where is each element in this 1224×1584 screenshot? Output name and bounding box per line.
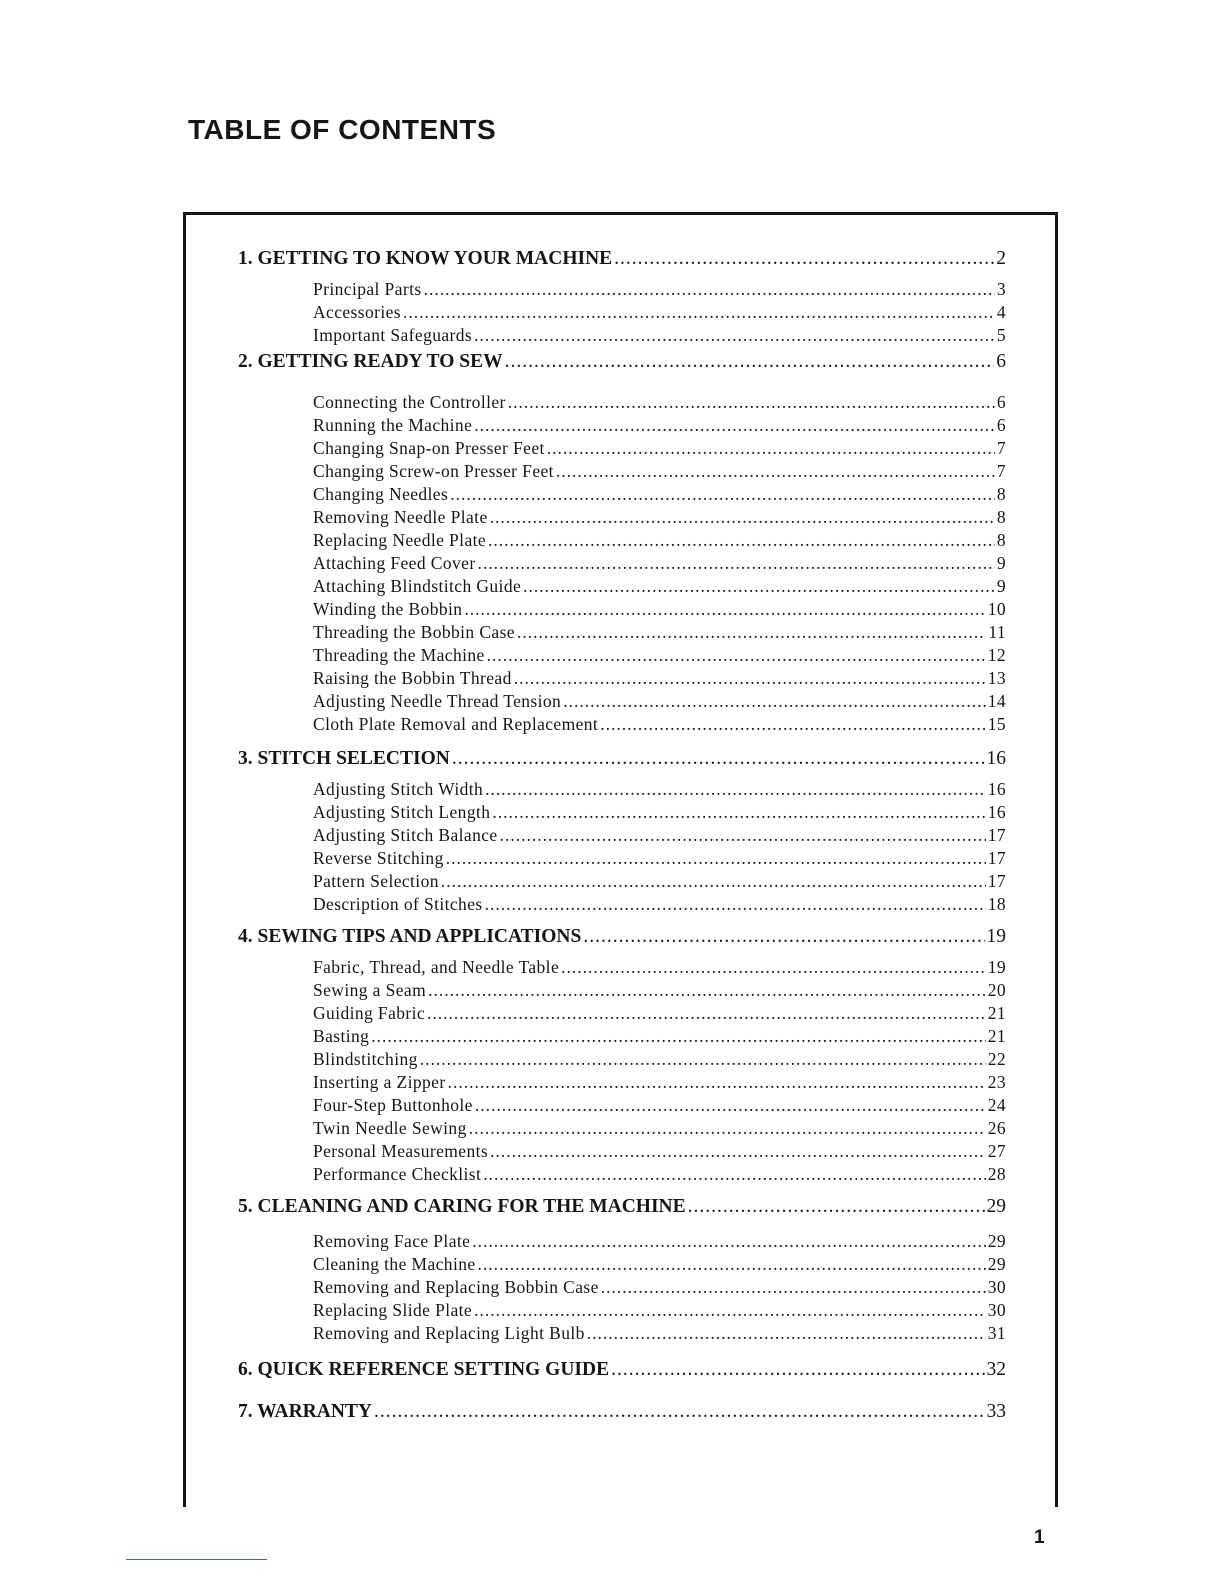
toc-item-page-number: 20 xyxy=(987,980,1006,1000)
toc-item-label: Personal Measurements xyxy=(313,1141,489,1161)
toc-item xyxy=(313,598,1006,621)
toc-item-page-number: 8 xyxy=(996,530,1006,550)
toc-item xyxy=(313,979,1006,1002)
toc-item xyxy=(313,667,1006,690)
toc-item-page-number: 7 xyxy=(996,438,1006,458)
toc-section-heading-page-number: 6 xyxy=(996,351,1006,372)
toc-item-label: Principal Parts xyxy=(313,279,422,299)
toc-item-label: Basting xyxy=(313,1026,370,1046)
footer-rule xyxy=(126,1559,267,1560)
toc-item-label: Replacing Needle Plate xyxy=(313,530,487,550)
toc-item xyxy=(313,324,1006,347)
dot-leader xyxy=(464,598,985,621)
toc-item-label: Changing Snap-on Presser Feet xyxy=(313,438,545,458)
dot-leader xyxy=(478,1253,986,1276)
toc-section-heading-page-number: 29 xyxy=(986,1196,1006,1217)
toc-item-label: Changing Screw-on Presser Feet xyxy=(313,461,554,481)
toc-item-label: Replacing Slide Plate xyxy=(313,1300,473,1320)
dot-leader xyxy=(583,922,984,952)
toc-item xyxy=(313,690,1006,713)
toc-section-heading-label: 1. GETTING TO KNOW YOUR MACHINE xyxy=(238,248,613,269)
toc-item-page-number: 31 xyxy=(987,1323,1006,1343)
toc-item xyxy=(313,1048,1006,1071)
page-number: 1 xyxy=(1034,1527,1045,1548)
toc-item-label: Performance Checklist xyxy=(313,1164,482,1184)
toc-item xyxy=(313,278,1006,301)
toc-item-page-number: 6 xyxy=(996,392,1006,412)
dot-leader xyxy=(424,278,995,301)
toc-item xyxy=(313,778,1006,801)
toc-section-heading-label: 6. QUICK REFERENCE SETTING GUIDE xyxy=(238,1359,610,1380)
toc-item-page-number: 9 xyxy=(996,553,1006,573)
dot-leader xyxy=(374,1397,985,1427)
dot-leader xyxy=(500,824,986,847)
dot-leader xyxy=(478,552,995,575)
toc-item-label: Important Safeguards xyxy=(313,325,473,345)
dot-leader xyxy=(601,1276,986,1299)
toc-section-heading-label: 2. GETTING READY TO SEW xyxy=(238,351,503,372)
toc-item-label: Winding the Bobbin xyxy=(313,599,463,619)
toc-item xyxy=(313,301,1006,324)
toc-item xyxy=(313,1322,1006,1345)
toc-section xyxy=(238,1192,1006,1355)
toc-item xyxy=(313,414,1006,437)
dot-leader xyxy=(587,1322,986,1345)
toc-section-heading-page-number: 16 xyxy=(986,748,1006,769)
dot-leader xyxy=(469,1117,986,1140)
dot-leader xyxy=(427,1002,986,1025)
toc-section-heading-label: 3. STITCH SELECTION xyxy=(238,748,450,769)
toc-item-label: Twin Needle Sewing xyxy=(313,1118,467,1138)
toc-item-label: Guiding Fabric xyxy=(313,1003,426,1023)
toc-item-label: Removing and Replacing Light Bulb xyxy=(313,1323,585,1343)
dot-leader xyxy=(474,324,995,347)
toc-item-page-number: 8 xyxy=(996,507,1006,527)
toc-section-heading-label: 4. SEWING TIPS AND APPLICATIONS xyxy=(238,926,582,947)
toc-section-heading xyxy=(238,744,1006,774)
dot-leader xyxy=(488,529,995,552)
toc-item-page-number: 17 xyxy=(987,848,1006,868)
dot-leader xyxy=(487,644,986,667)
toc-item-label: Blindstitching xyxy=(313,1049,418,1069)
toc-item-label: Threading the Bobbin Case xyxy=(313,622,515,642)
dot-leader xyxy=(446,847,986,870)
dot-leader xyxy=(517,621,986,644)
dot-leader xyxy=(448,1071,986,1094)
toc-item xyxy=(313,1163,1006,1186)
dot-leader xyxy=(474,1299,986,1322)
toc-section-heading-label: 7. WARRANTY xyxy=(238,1401,372,1422)
toc-item-page-number: 10 xyxy=(987,599,1006,619)
toc-item-label: Threading the Machine xyxy=(313,645,485,665)
dot-leader xyxy=(450,483,995,506)
toc-item xyxy=(313,1299,1006,1322)
toc-section xyxy=(238,1355,1006,1397)
dot-leader xyxy=(611,1355,984,1385)
toc-item-label: Attaching Blindstitch Guide xyxy=(313,576,522,596)
dot-leader xyxy=(490,506,995,529)
toc-item-page-number: 4 xyxy=(996,302,1006,322)
dot-leader xyxy=(485,893,986,916)
toc-section-heading xyxy=(238,1355,1006,1385)
dot-leader xyxy=(614,244,994,274)
toc-item xyxy=(313,437,1006,460)
toc-item-page-number: 15 xyxy=(987,714,1006,734)
page-title: TABLE OF CONTENTS xyxy=(188,114,497,145)
dot-leader xyxy=(483,1163,985,1186)
toc-section-heading-page-number: 2 xyxy=(996,248,1006,269)
dot-leader xyxy=(472,1230,985,1253)
dot-leader xyxy=(428,979,986,1002)
toc-section-heading-page-number: 19 xyxy=(986,926,1006,947)
toc-item-page-number: 9 xyxy=(996,576,1006,596)
dot-leader xyxy=(600,713,986,736)
toc-item-label: Attaching Feed Cover xyxy=(313,553,476,573)
toc-item xyxy=(313,1117,1006,1140)
toc-section-heading xyxy=(238,244,1006,274)
toc-section-heading xyxy=(238,347,1006,377)
toc-item xyxy=(313,1276,1006,1299)
toc-item xyxy=(313,1253,1006,1276)
toc-item xyxy=(313,956,1006,979)
toc-section xyxy=(238,1397,1006,1427)
toc-item-page-number: 19 xyxy=(987,957,1006,977)
toc-item-page-number: 11 xyxy=(988,622,1006,642)
dot-leader xyxy=(485,778,986,801)
dot-leader xyxy=(563,690,985,713)
toc-section-heading-page-number: 32 xyxy=(986,1359,1006,1380)
toc-item-label: Removing Needle Plate xyxy=(313,507,488,527)
toc-item-page-number: 18 xyxy=(987,894,1006,914)
toc-item-page-number: 17 xyxy=(987,825,1006,845)
dot-leader xyxy=(441,870,986,893)
dot-leader xyxy=(452,744,985,774)
toc-item xyxy=(313,552,1006,575)
toc-item-label: Connecting the Controller xyxy=(313,392,506,412)
toc-item-page-number: 8 xyxy=(996,484,1006,504)
toc-item xyxy=(313,391,1006,414)
dot-leader xyxy=(508,391,995,414)
toc-item-label: Reverse Stitching xyxy=(313,848,444,868)
toc-item-label: Fabric, Thread, and Needle Table xyxy=(313,957,560,977)
toc-item-label: Changing Needles xyxy=(313,484,449,504)
toc-item xyxy=(313,460,1006,483)
toc-item-page-number: 30 xyxy=(987,1300,1006,1320)
dot-leader xyxy=(523,575,995,598)
dot-leader xyxy=(505,347,995,377)
toc-item-label: Cloth Plate Removal and Replacement xyxy=(313,714,599,734)
toc-item xyxy=(313,713,1006,736)
dot-leader xyxy=(490,1140,986,1163)
toc-item xyxy=(313,1002,1006,1025)
dot-leader xyxy=(371,1025,985,1048)
dot-leader xyxy=(556,460,995,483)
toc-item-page-number: 12 xyxy=(987,645,1006,665)
toc-item-label: Cleaning the Machine xyxy=(313,1254,476,1274)
toc-item xyxy=(313,483,1006,506)
toc-item-page-number: 16 xyxy=(987,779,1006,799)
toc-item-page-number: 6 xyxy=(996,415,1006,435)
toc-item xyxy=(313,1230,1006,1253)
toc-item-label: Inserting a Zipper xyxy=(313,1072,446,1092)
toc-item xyxy=(313,1071,1006,1094)
toc-item-page-number: 23 xyxy=(987,1072,1006,1092)
toc-item-page-number: 16 xyxy=(987,802,1006,822)
toc-item-page-number: 29 xyxy=(987,1231,1006,1251)
dot-leader xyxy=(475,1094,986,1117)
dot-leader xyxy=(688,1192,985,1222)
toc-item-page-number: 7 xyxy=(996,461,1006,481)
toc-item xyxy=(313,893,1006,916)
dot-leader xyxy=(403,301,995,324)
toc-section xyxy=(238,244,1006,347)
toc-section-heading xyxy=(238,1397,1006,1427)
toc-item-label: Accessories xyxy=(313,302,401,322)
toc-item-label: Removing Face Plate xyxy=(313,1231,471,1251)
toc-item-label: Adjusting Stitch Width xyxy=(313,779,484,799)
dot-leader xyxy=(514,667,986,690)
toc-item-page-number: 27 xyxy=(987,1141,1006,1161)
dot-leader xyxy=(492,801,985,824)
toc-item-label: Raising the Bobbin Thread xyxy=(313,668,512,688)
toc-item xyxy=(313,644,1006,667)
toc-item xyxy=(313,575,1006,598)
toc-item xyxy=(313,847,1006,870)
toc-item-label: Adjusting Stitch Length xyxy=(313,802,491,822)
toc-item xyxy=(313,1140,1006,1163)
dot-leader xyxy=(561,956,986,979)
toc-item-page-number: 21 xyxy=(987,1003,1006,1023)
toc-item-page-number: 22 xyxy=(987,1049,1006,1069)
toc-item xyxy=(313,801,1006,824)
toc-item-label: Pattern Selection xyxy=(313,871,439,891)
toc-item xyxy=(313,1094,1006,1117)
dot-leader xyxy=(420,1048,986,1071)
toc-item-label: Four-Step Buttonhole xyxy=(313,1095,473,1115)
toc-item-page-number: 17 xyxy=(987,871,1006,891)
toc-section-heading xyxy=(238,1192,1006,1222)
toc-item-label: Adjusting Needle Thread Tension xyxy=(313,691,562,711)
toc-item-page-number: 29 xyxy=(987,1254,1006,1274)
dot-leader xyxy=(547,437,995,460)
toc-section-heading-page-number: 33 xyxy=(986,1401,1006,1422)
toc-item-page-number: 3 xyxy=(996,279,1006,299)
toc-section xyxy=(238,347,1006,744)
toc-item xyxy=(313,1025,1006,1048)
toc-item-label: Sewing a Seam xyxy=(313,980,427,1000)
toc-item xyxy=(313,506,1006,529)
toc-item-label: Adjusting Stitch Balance xyxy=(313,825,498,845)
toc-item-page-number: 21 xyxy=(987,1026,1006,1046)
toc-section-heading xyxy=(238,922,1006,952)
toc-item-page-number: 13 xyxy=(987,668,1006,688)
toc-item-page-number: 5 xyxy=(996,325,1006,345)
toc-item-label: Removing and Replacing Bobbin Case xyxy=(313,1277,599,1297)
toc-item-page-number: 14 xyxy=(987,691,1006,711)
dot-leader xyxy=(474,414,995,437)
toc-item-page-number: 30 xyxy=(987,1277,1006,1297)
toc-item-label: Running the Machine xyxy=(313,415,473,435)
toc-item-page-number: 24 xyxy=(987,1095,1006,1115)
toc-item-label: Description of Stitches xyxy=(313,894,483,914)
toc-item xyxy=(313,529,1006,552)
toc-section xyxy=(238,744,1006,922)
toc-item-page-number: 28 xyxy=(987,1164,1006,1184)
toc-item xyxy=(313,870,1006,893)
toc-section-heading-label: 5. CLEANING AND CARING FOR THE MACHINE xyxy=(238,1196,686,1217)
toc-item xyxy=(313,824,1006,847)
table-of-contents xyxy=(238,244,1006,1427)
toc-item xyxy=(313,621,1006,644)
toc-section xyxy=(238,922,1006,1192)
toc-item-page-number: 26 xyxy=(987,1118,1006,1138)
